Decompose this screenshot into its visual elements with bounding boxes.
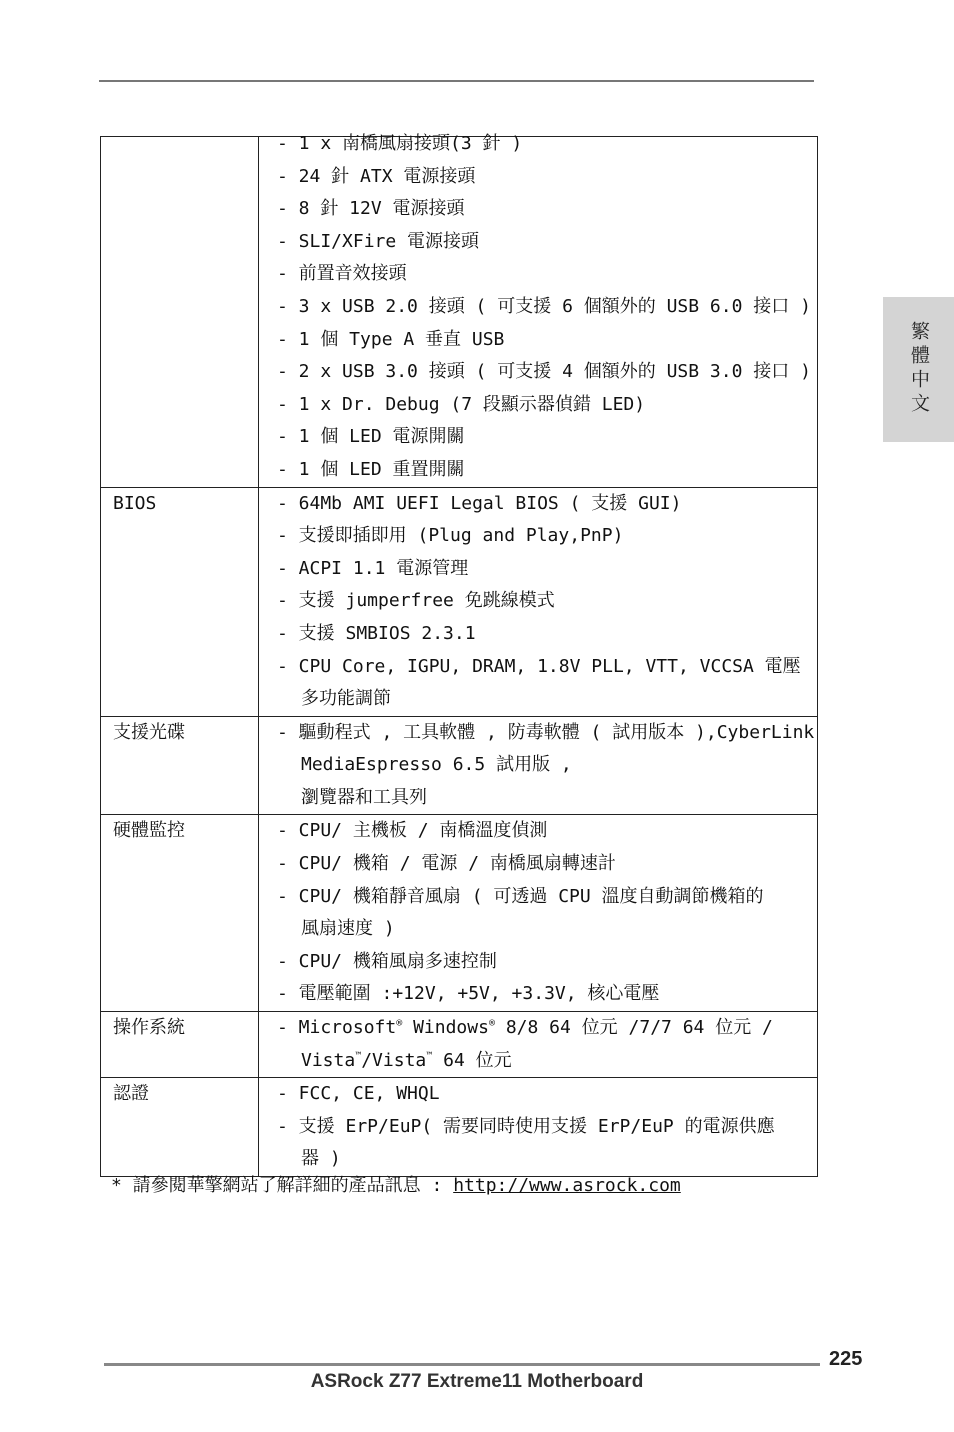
spec-item: 多功能調節 xyxy=(301,688,391,710)
spec-row xyxy=(101,1012,818,1078)
spec-row xyxy=(101,716,818,815)
spec-row-items xyxy=(259,133,818,488)
spec-item: - 1 個 LED 電源開關 xyxy=(277,426,465,448)
website-link[interactable]: http://www.asrock.com xyxy=(453,1175,681,1196)
spec-row-label xyxy=(101,137,259,488)
spec-row-items xyxy=(259,1012,818,1078)
spec-row-items xyxy=(259,815,818,1012)
page-number: 225 xyxy=(829,1348,863,1370)
spec-row xyxy=(101,487,818,716)
spec-item: - CPU/ 主機板 / 南橋溫度偵測 xyxy=(277,820,548,842)
spec-row-label: BIOS xyxy=(101,487,259,716)
spec-item: - FCC, CE, WHQL xyxy=(277,1083,440,1105)
footer-rule xyxy=(104,1363,820,1366)
spec-item: - CPU/ 機箱 / 電源 / 南橋風扇轉速計 xyxy=(277,853,616,875)
spec-row-label: 操作系統 xyxy=(101,1012,259,1078)
spec-item: - SLI/XFire 電源接頭 xyxy=(277,230,480,252)
language-tab xyxy=(883,297,954,442)
spec-item: Vista™/Vista™ 64 位元 xyxy=(301,1049,512,1071)
spec-item: - Microsoft® Windows® 8/8 64 位元 /7/7 64 位元 / xyxy=(277,1017,773,1039)
spec-item: - 1 個 Type A 垂直 USB xyxy=(277,328,505,350)
spec-row xyxy=(101,1078,818,1177)
spec-table xyxy=(100,133,818,1177)
spec-row-label: 認證 xyxy=(101,1078,259,1177)
spec-item: MediaEspresso 6.5 試用版 , xyxy=(301,754,572,776)
spec-row-items xyxy=(259,716,818,815)
spec-item: - 24 針 ATX 電源接頭 xyxy=(277,165,476,187)
spec-item: - 1 x Dr. Debug (7 段顯示器偵錯 LED) xyxy=(277,393,646,415)
spec-item: 風扇速度 ) xyxy=(301,918,395,940)
spec-item: - CPU/ 機箱靜音風扇 ( 可透過 CPU 溫度自動調節機箱的 xyxy=(277,885,764,907)
spec-item: - 驅動程式 , 工具軟體 , 防毒軟體 ( 試用版本 ),CyberLink xyxy=(277,721,815,743)
footnote xyxy=(111,1172,681,1200)
spec-item: - 64Mb AMI UEFI Legal BIOS ( 支援 GUI) xyxy=(277,492,682,514)
footnote-text: * 請參閱華擎網站了解詳細的產品訊息 : xyxy=(111,1175,454,1196)
spec-item: - 1 個 LED 重置開關 xyxy=(277,458,465,480)
spec-table-body xyxy=(101,133,818,1177)
spec-item: - ACPI 1.1 電源管理 xyxy=(277,557,469,579)
spec-item: - 3 x USB 2.0 接頭 ( 可支援 6 個額外的 USB 6.0 接口 ) xyxy=(277,295,811,317)
spec-item: 瀏覽器和工具列 xyxy=(301,786,427,808)
spec-item: - 8 針 12V 電源接頭 xyxy=(277,198,465,220)
spec-item: - CPU/ 機箱風扇多速控制 xyxy=(277,950,497,972)
spec-item: - 電壓範圍 :+12V, +5V, +3.3V, 核心電壓 xyxy=(277,983,660,1005)
product-name: ASRock Z77 Extreme11 Motherboard xyxy=(310,1371,644,1392)
language-tab-label: 繁體中文 xyxy=(908,321,930,417)
spec-item: - 支援 ErP/EuP( 需要同時使用支援 ErP/EuP 的電源供應 xyxy=(277,1115,775,1137)
spec-item: - CPU Core, IGPU, DRAM, 1.8V PLL, VTT, VCCSA 電壓 xyxy=(277,655,801,677)
header-rule xyxy=(99,80,814,82)
spec-row-items xyxy=(259,487,818,716)
spec-row-label: 支援光碟 xyxy=(101,716,259,815)
spec-item: 器 ) xyxy=(301,1148,341,1170)
spec-item: - 前置音效接頭 xyxy=(277,263,407,285)
spec-row-items xyxy=(259,1078,818,1177)
spec-item: - 支援 jumperfree 免跳線模式 xyxy=(277,590,555,612)
spec-item: - 1 x 南橋風扇接頭(3 針 ) xyxy=(277,133,523,154)
spec-row xyxy=(101,137,818,488)
spec-item: - 2 x USB 3.0 接頭 ( 可支援 4 個額外的 USB 3.0 接口 ) xyxy=(277,361,811,383)
spec-row xyxy=(101,815,818,1012)
spec-item: - 支援即插即用 (Plug and Play,PnP) xyxy=(277,525,624,547)
spec-row-label: 硬體監控 xyxy=(101,815,259,1012)
spec-item: - 支援 SMBIOS 2.3.1 xyxy=(277,622,476,644)
